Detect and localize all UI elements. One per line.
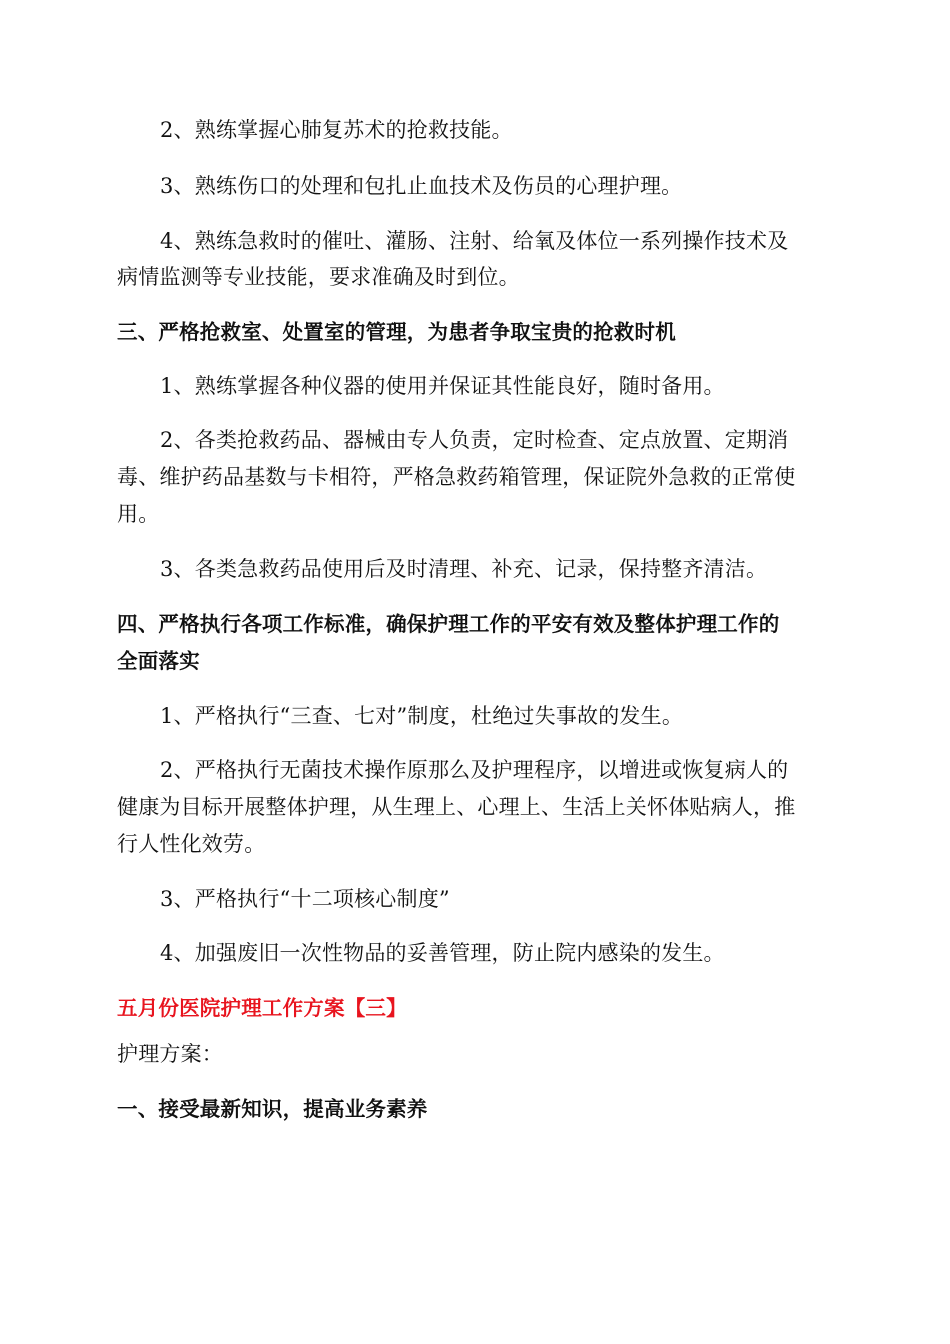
paragraph-line: 3、严格执行“十二项核心制度” — [160, 887, 450, 911]
paragraph-line: 2、严格执行无菌技术操作原那么及护理程序，以增进或恢复病人的 — [160, 758, 789, 782]
paragraph-line: 病情监测等专业技能，要求准确及时到位。 — [117, 265, 520, 289]
section-heading: 全面落实 — [117, 649, 200, 673]
document-title: 五月份医院护理工作方案【三】 — [117, 996, 407, 1020]
paragraph-line: 护理方案： — [117, 1042, 223, 1066]
paragraph-line: 1、严格执行“三查、七对”制度，杜绝过失事故的发生。 — [160, 704, 684, 728]
paragraph-line: 4、熟练急救时的催吐、灌肠、注射、给氧及体位一系列操作技术及 — [160, 229, 789, 253]
paragraph-line: 行人性化效劳。 — [117, 832, 266, 856]
paragraph-line: 3、各类急救药品使用后及时清理、补充、记录，保持整齐清洁。 — [160, 557, 768, 581]
paragraph-line: 1、熟练掌握各种仪器的使用并保证其性能良好，随时备用。 — [160, 374, 725, 398]
paragraph-line: 健康为目标开展整体护理，从生理上、心理上、生活上关怀体贴病人，推 — [117, 795, 796, 819]
section-heading: 三、严格抢救室、处置室的管理，为患者争取宝贵的抢救时机 — [117, 320, 676, 344]
paragraph-line: 4、加强废旧一次性物品的妥善管理，防止院内感染的发生。 — [160, 941, 725, 965]
paragraph-line: 毒、维护药品基数与卡相符，严格急救药箱管理，保证院外急救的正常使 — [117, 465, 796, 489]
paragraph-line: 用。 — [117, 502, 160, 526]
section-heading: 四、严格执行各项工作标准，确保护理工作的平安有效及整体护理工作的 — [117, 612, 780, 636]
paragraph-line: 2、各类抢救药品、器械由专人负责，定时检查、定点放置、定期消 — [160, 428, 789, 452]
paragraph-line: 3、熟练伤口的处理和包扎止血技术及伤员的心理护理。 — [160, 174, 683, 198]
paragraph-line: 2、熟练掌握心肺复苏术的抢救技能。 — [160, 118, 513, 142]
section-heading: 一、接受最新知识，提高业务素养 — [117, 1097, 428, 1121]
